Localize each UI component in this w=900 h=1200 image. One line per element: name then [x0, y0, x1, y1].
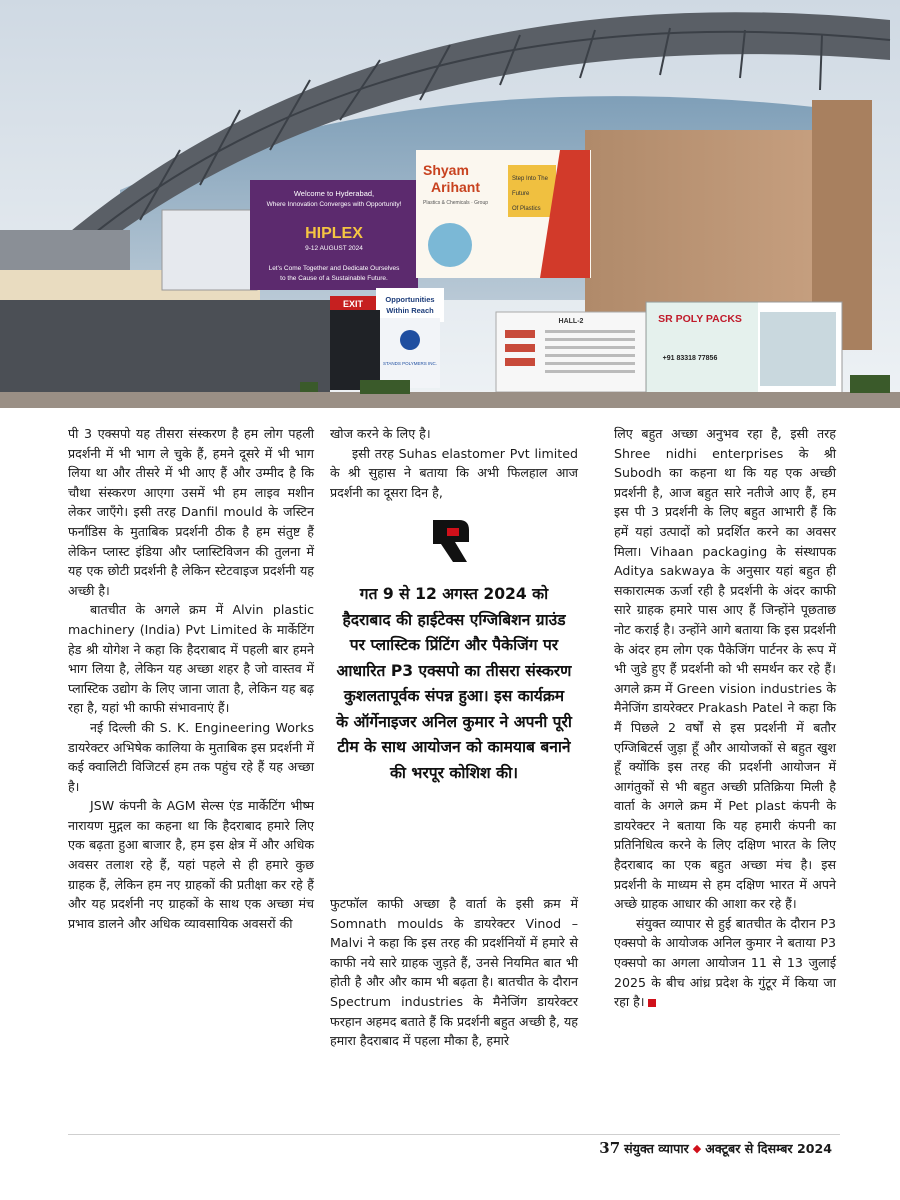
svg-text:Of Plastics: Of Plastics	[512, 206, 541, 212]
paragraph: नई दिल्ली की S. K. Engineering Works डायरेक्टर अभिषेक कालिया के मुताबिक इस प्रदर्शनी में कई क्वालिटी विजिटर्स हम तक पहुंच रहे हैं यह अच्छा है।	[68, 719, 314, 794]
paragraph: पी 3 एक्सपो यह तीसरा संस्करण है हम लोग पहली प्रदर्शनी में भी भाग ले चुके हैं, हमने दूसरे में भी भाग लिया था और तीसरे में भी आए हैं और उम्मीद है कि चौथा संस्करण आएगा उसमें भी हम लाइव मशीन लेकर जाएँगे। इसी तरह Danfil mould के जस्टिन फर्नांडिस के मुताबिक प्रदर्शनी ठीक है हम संतुष्ट हैं लेकिन प्लास्ट इंडिया और प्लास्टिविजन की तुलना में यह एक छोटी प्रदर्शनी है लेकिन स्टेटवाइज प्रदर्शनी यह अच्छी है।	[68, 426, 314, 598]
end-mark-icon	[648, 999, 656, 1007]
shyam-arihant-banner	[416, 150, 591, 278]
paragraph: लिए बहुत अच्छा अनुभव रहा है, इसी तरह Shree nidhi enterprises के श्री Subodh का कहना था कि यह एक अच्छी प्रदर्शनी है, आज बहुत सारे नतीजे आए हैं, हम इस पी 3 प्रदर्शनी के लिए बहुत आभारी हैं कि हमें यहां उत्पादों को प्रदर्शित करने का अवसर मिला। Vihaan packaging के संस्थापक Aditya sakwaya के अनुसार यहां बहुत ही सकारात्मक ऊर्जा रही है प्रदर्शनी के अंदर काफी सारे ग्राहक हमारे पास आए हैं जिन्होंने पूछताछ नोट कराई है। उन्होंने आगे बताया कि इस प्रदर्शनी के अंदर हम लोग एक पैकेजिंग पार्टनर के रूप में भी जुडे हुए हैं प्रदर्शनी को भी समर्थन कर रहे हैं। अगले क्रम में Green vision industries के मैनेजिंग डायरेक्टर Prakash Patel ने कहा कि मैं पिछले 2 वर्षों से इस प्रदर्शनी में बतौर एग्जिबिटर्स जुड़ा हूँ और आयोजकों से बहुत खुश हूँ क्योंकि इस तरह की प्रदर्शनी आयोजन में आगंतुकों से भी बहुत अच्छी प्रतिक्रिया मिली है वार्ता के अगले क्रम में Pet plast कंपनी के डायरेक्टर ने बताया कि यह हमारी कंपनी का प्रतिनिधित्व करने के लिए दक्षिण भारत के लिए हैदराबाद का एक बहुत अच्छा मंच है। इस प्रदर्शनी के माध्यम से हम दक्षिण भारत में अपने अच्छे ग्राहक आधार की आशा कर रहे हैं।	[614, 426, 836, 912]
footer-rule	[68, 1134, 840, 1135]
svg-text:HALL-2: HALL-2	[558, 318, 584, 325]
diamond-icon: ◆	[692, 1141, 702, 1155]
svg-text:9-12 AUGUST 2024: 9-12 AUGUST 2024	[305, 245, 363, 252]
paragraph: JSW कंपनी के AGM सेल्स एंड मार्केटिंग भीष्म नारायण मुद्गल का कहना था कि हैदराबाद हमारे लिए एक बढ़ता हुआ बाजार है, हम इस क्षेत्र में और अधिक अवसर तलाश रहे हैं, यहां पहले से ही हमारे कुछ ग्राहक हैं, लेकिन हम नए ग्राहकों की प्रतीक्षा कर रहे हैं और यह प्रदर्शनी नए ग्राहकों के साथ एक अच्छा मंच प्रभाव डालने और अधिक व्यावसायिक अवसरों की	[68, 798, 314, 931]
pavement	[0, 392, 900, 408]
paragraph-final	[614, 914, 836, 1012]
closing-text: संयुक्त व्यापार से हुई बातचीत के दौरान P3 एक्सपो के आयोजक अनिल कुमार ने बताया P3 एक्सपो का अगला आयोजन 11 से 13 जुलाई 2025 के बीच आंध्र प्रदेश के गुंटूर में किया जा रहा है।	[614, 915, 836, 1010]
column-2-bottom	[330, 894, 578, 1051]
exhibition-hall-illustration	[0, 0, 900, 408]
svg-text:Within Reach: Within Reach	[386, 306, 434, 315]
exit-sign	[330, 296, 376, 310]
entrance-door	[330, 310, 380, 390]
page-footer	[599, 1139, 832, 1157]
svg-text:STANDS POLYMERS INC.: STANDS POLYMERS INC.	[382, 361, 438, 366]
sr-poly-packs-board	[646, 302, 842, 394]
column-1	[68, 424, 314, 933]
opportunities-sign	[376, 288, 444, 322]
hero-photo	[0, 0, 900, 408]
svg-text:Future: Future	[512, 191, 530, 197]
paragraph: खोज करने के लिए है।	[330, 426, 431, 441]
svg-text:to the Cause of a Sustainable: to the Cause of a Sustainable Future.	[280, 275, 388, 282]
svg-text:Step Into The: Step Into The	[512, 176, 548, 182]
issue-date: अक्टूबर से दिसम्बर 2024	[705, 1140, 832, 1156]
svg-text:Where Innovation Converges wit: Where Innovation Converges with Opportunity!	[266, 201, 402, 208]
svg-text:Welcome to Hyderabad,: Welcome to Hyderabad,	[293, 189, 375, 198]
paragraph: इसी तरह Suhas elastomer Pvt limited के श्री सुहास ने बताया कि अभी फिलहाल आज प्रदर्शनी का दूसरा दिन है,	[330, 445, 578, 500]
left-banner	[162, 210, 257, 290]
paragraph: बातचीत के अगले क्रम में Alvin plastic machinery (India) Pvt Limited के मार्केटिंग हेड श्री योगेश ने कहा कि हैदराबाद में पहली बार हमने भाग लिया है, लेकिन यह अच्छा शहर है जो वास्तव में प्लास्टिक उद्योग के लिए जाना जाता है, लेकिन यह बढ़ रहा है, यहां भी काफी संभावनाएं हैं।	[68, 602, 314, 716]
column-3	[614, 424, 836, 1012]
hiplex-banner	[250, 180, 418, 290]
paragraph: फुटफॉल काफी अच्छा है वार्ता के इसी क्रम में Somnath moulds के डायरेक्टर Vinod – Malvi ने कहा कि इस तरह की प्रदर्शनियों में हमारे से काफी नये सारे ग्राहक जुड़ते हैं, उनसे नियमित बात भी होती है और और काम भी बढ़ता है। बातचीत के दौरान Spectrum industries के मैनेजिंग डायरेक्टर फरहान अहमद बताते हैं कि प्रदर्शनी बहुत अच्छी है, यह हमारा हैदराबाद में पहला मौका है, हमारे	[330, 896, 578, 1049]
svg-text:EXIT: EXIT	[342, 299, 364, 309]
entrance-shade	[0, 300, 330, 400]
svg-text:Plastics & Chemicals · Group: Plastics & Chemicals · Group	[423, 200, 489, 206]
publication-name: संयुक्त व्यापार	[624, 1140, 689, 1156]
publication-logo-icon	[429, 518, 471, 564]
svg-text:HIPLEX: HIPLEX	[305, 225, 363, 242]
svg-text:+91 83318 77856: +91 83318 77856	[662, 355, 718, 362]
svg-text:Opportunities: Opportunities	[385, 295, 435, 304]
column-2-top	[330, 424, 578, 502]
svg-text:Shyam: Shyam	[423, 162, 469, 178]
svg-text:SR POLY PACKS: SR POLY PACKS	[658, 313, 742, 325]
stand-polymers-board	[380, 318, 440, 388]
pull-quote: गत 9 से 12 अगस्त 2024 को हैदराबाद की हाईटेक्स एग्जिबिशन ग्राउंड पर प्लास्टिक प्रिंटिंग और पैकेजिंग पर आधारित P3 एक्सपो का तीसरा संस्करण कुशलतापूर्वक संपन्न हुआ। इस कार्यक्रम के ऑर्गेनाइजर अनिल कुमार ने अपनी पूरी टीम के साथ आयोजन को कामयाब बनाने की भरपूर कोशिश की।	[336, 585, 572, 782]
hall-map-board	[496, 312, 646, 392]
svg-text:Let's Come Together and Dedica: Let's Come Together and Dedicate Ourselves	[268, 265, 400, 272]
page-number: 37	[599, 1139, 621, 1157]
svg-text:Arihant: Arihant	[431, 179, 480, 195]
